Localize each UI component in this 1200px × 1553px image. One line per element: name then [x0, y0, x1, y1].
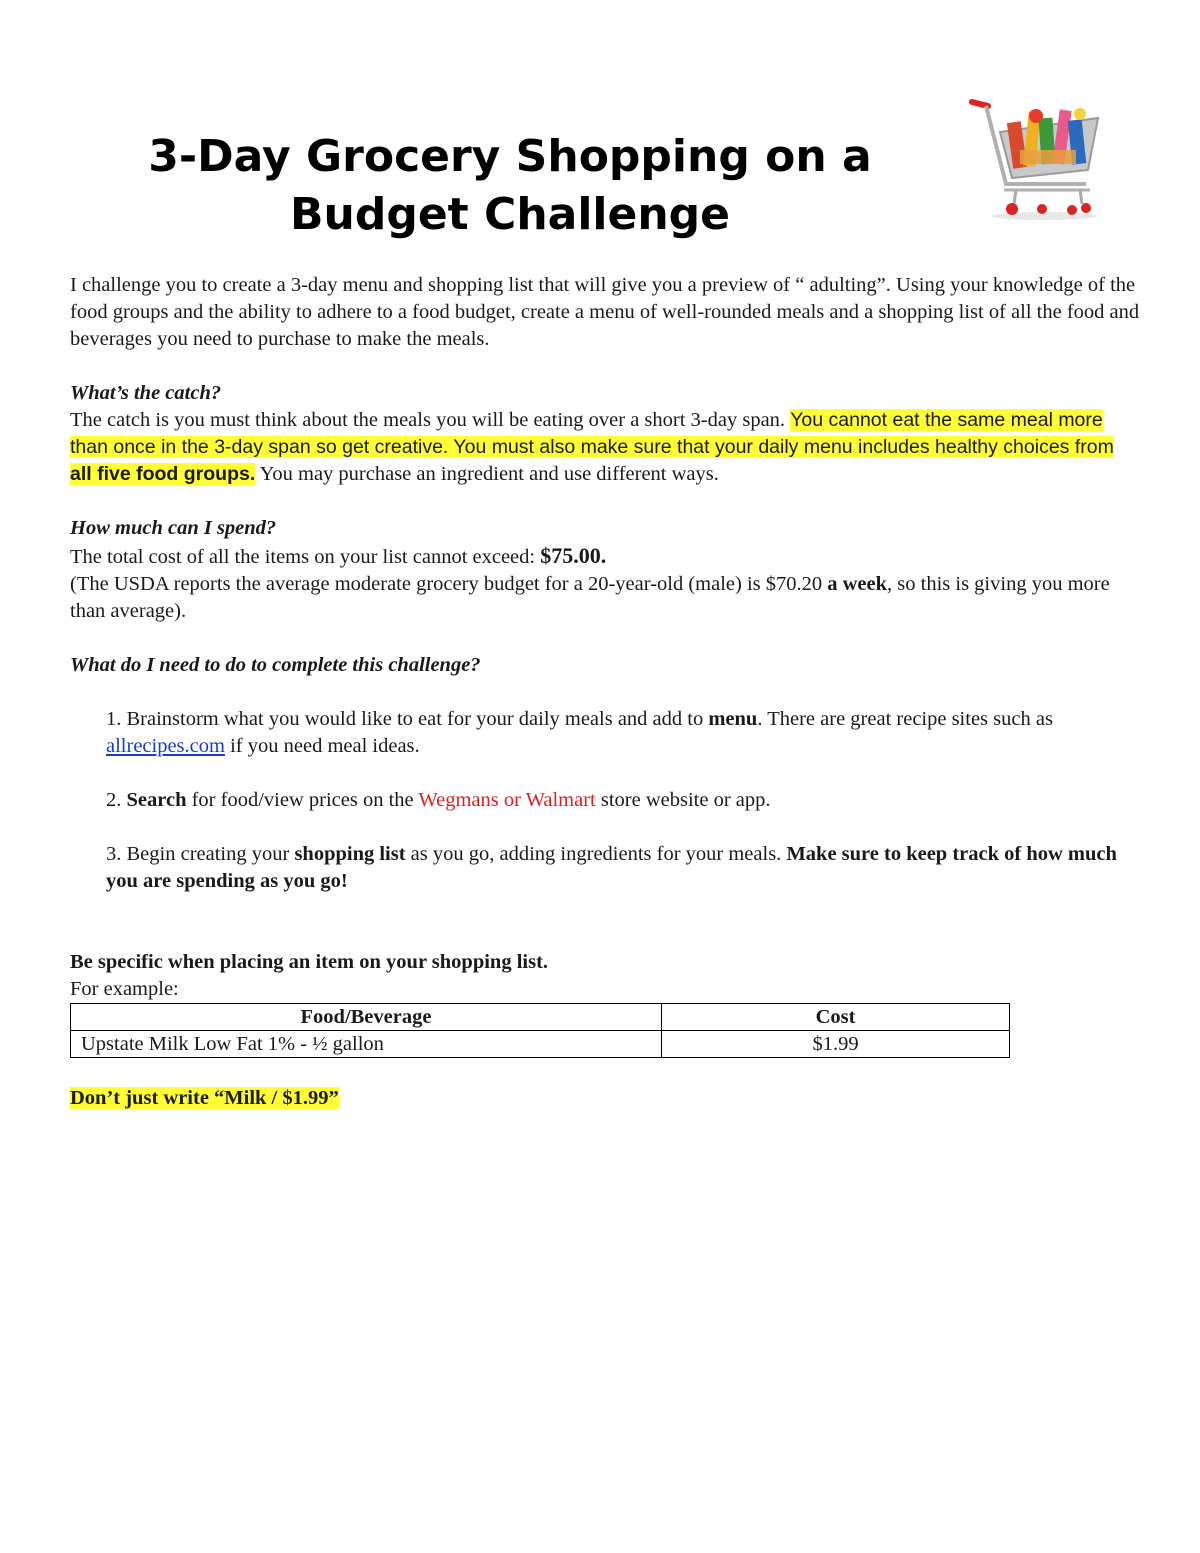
warning-text: Don’t just write “Milk / $1.99”: [70, 1087, 339, 1109]
step-3-text-a: 3. Begin creating your: [106, 843, 295, 865]
catch-highlight: You cannot eat the same meal more than once in the 3-day span so get creative. You must also make sure that your daily menu includes healthy choices from: [70, 409, 1114, 458]
table-header-row: [71, 1004, 1010, 1031]
step-2: [106, 787, 1140, 814]
catch-highlight-bold: all five food groups.: [70, 463, 256, 485]
step-2-text-a: 2.: [106, 789, 127, 811]
spend-line-2: [70, 571, 1140, 625]
catch-text-2: You may purchase an ingredient and use different ways.: [255, 463, 719, 485]
title-line-1: 3-Day Grocery Shopping on a: [148, 131, 872, 182]
step-1: [106, 706, 1140, 760]
catch-text-1: The catch is you must think about the meals you will be eating over a short 3-day span.: [70, 409, 791, 431]
catch-heading: What’s the catch?: [70, 382, 222, 404]
warning-line: [70, 1085, 1140, 1112]
spend-amount: $75.00.: [540, 543, 607, 568]
spend-line-2-text-b: , so this is giving you more than average).: [70, 573, 1110, 622]
column-header-cost: Cost: [662, 1004, 1010, 1031]
steps-list: [106, 706, 1140, 895]
step-3-bold-2: Make sure to keep track of how much you are spending as you go!: [106, 843, 1117, 892]
step-1-bold: menu: [708, 708, 758, 730]
step-3-bold: shopping list: [294, 843, 406, 865]
table-row: [71, 1031, 1010, 1058]
step-2-text-c: store website or app.: [595, 789, 771, 811]
cell-food: Upstate Milk Low Fat 1% - ½ gallon: [71, 1031, 662, 1058]
spend-line-1: [70, 542, 1140, 571]
catch-paragraph: [70, 407, 1140, 488]
example-heading: Be specific when placing an item on your shopping list.: [70, 951, 549, 973]
step-2-text-b: for food/view prices on the: [186, 789, 419, 811]
example-label: For example:: [70, 978, 179, 1000]
spend-line-2-text-a: (The USDA reports the average moderate grocery budget for a 20-year-old (male) is $70.20: [70, 573, 828, 595]
spend-heading: How much can I spend?: [70, 517, 277, 539]
step-3: [106, 841, 1140, 895]
step-2-stores: Wegmans or Walmart: [418, 789, 596, 811]
document-body: [70, 272, 1140, 1112]
complete-heading: What do I need to do to complete this challenge?: [70, 654, 481, 676]
shopping-cart-icon: [966, 92, 1106, 222]
page-title: [60, 128, 960, 244]
cell-cost: $1.99: [662, 1031, 1010, 1058]
intro-paragraph: I challenge you to create a 3-day menu and shopping list that will give you a preview of “ adulting”. Using your knowledge of the food groups and the ability to adhere to a food budget, create a menu of well-rounded meals and a shopping list of all the food and beverages you need to purchase to make the meals.: [70, 274, 1140, 350]
example-table: [70, 1003, 1010, 1058]
spend-line-2-bold: a week: [827, 573, 888, 595]
step-1-text-b: . There are great recipe sites such as: [757, 708, 1053, 730]
step-3-text-b: as you go, adding ingredients for your meals.: [405, 843, 787, 865]
spend-line-1-text: The total cost of all the items on your list cannot exceed:: [70, 546, 541, 568]
step-1-text-a: 1. Brainstorm what you would like to eat for your daily meals and add to: [106, 708, 709, 730]
allrecipes-link[interactable]: allrecipes.com: [106, 735, 225, 757]
title-line-2: Budget Challenge: [289, 189, 731, 240]
step-1-text-c: if you need meal ideas.: [224, 735, 420, 757]
column-header-food: Food/Beverage: [71, 1004, 662, 1031]
step-2-bold: Search: [126, 789, 187, 811]
